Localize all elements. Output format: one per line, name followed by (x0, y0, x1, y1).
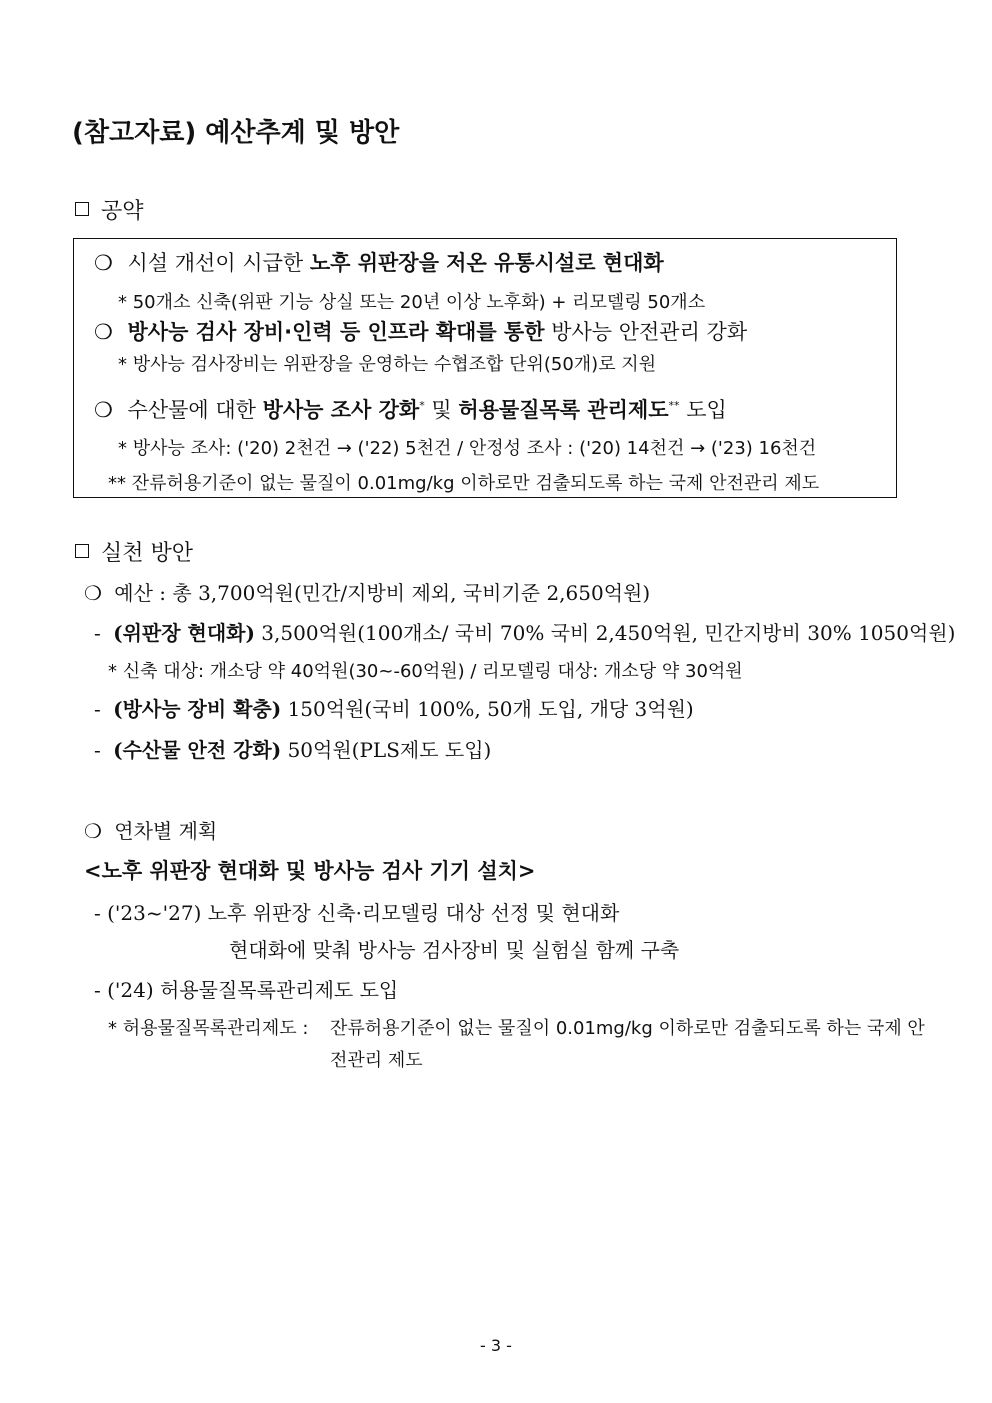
yearly-line-1: - ('23~'27) 노후 위판장 신축·리모델링 대상 선정 및 현대화 (94, 901, 620, 925)
pledge-item-1 (94, 247, 664, 277)
pledge-item-2-bold: 방사능 검사 장비·인력 등 인프라 확대를 통한 (127, 320, 545, 344)
build-note: * 신축 대상: 개소당 약 40억원(30~-60억원) / 리모델링 대상: 개소당 약 30억원 (108, 661, 743, 682)
budget-item-2-text: 150억원(국비 100%, 50개 도입, 개당 3억원) (281, 697, 694, 721)
budget-item-1 (94, 617, 955, 646)
budget-item-3-label: (수산물 안전 강화) (113, 738, 282, 762)
page-title: (참고자료) 예산추계 및 방안 (72, 118, 400, 148)
pledge-item-2-post: 방사능 안전관리 강화 (544, 320, 748, 344)
circle-bullet-icon: ❍ (94, 320, 113, 344)
pledge-item-3-pre: 수산물에 대한 (127, 398, 263, 422)
pledge-item-3-sup2: ** (668, 399, 680, 412)
pledge-heading (75, 194, 144, 225)
square-bullet-icon (75, 544, 89, 558)
dash-bullet: - (94, 738, 101, 762)
budget-item-3-text: 50억원(PLS제도 도입) (281, 738, 492, 762)
pledge-item-2-note: * 방사능 검사장비는 위판장을 운영하는 수협조합 단위(50개)로 지원 (118, 354, 657, 375)
budget-item-1-text: 3,500억원(100개소/ 국비 70% 국비 2,450억원, 민간지방비 30% 1050억원) (254, 621, 956, 645)
pledge-item-2 (94, 316, 747, 346)
pledge-item-3-sup1: * (419, 399, 425, 412)
pledge-item-3-mid: 및 (424, 398, 459, 422)
budget-item-2 (94, 693, 694, 722)
budget-item-1-label: (위판장 현대화) (113, 621, 255, 645)
pledge-item-3-note-2: ** 잔류허용기준이 없는 물질이 0.01mg/kg 이하로만 검출되도록 하는 국제 안전관리 제도 (108, 473, 820, 494)
yearly-note-text-2: 전관리 제도 (330, 1050, 423, 1071)
yearly-note-label: * 허용물질목록관리제도 : (108, 1018, 309, 1039)
budget-item-3 (94, 734, 491, 763)
yearly-line-2: - ('24) 허용물질목록관리제도 도입 (94, 978, 399, 1002)
yearly-line-1b: 현대화에 맞춰 방사능 검사장비 및 실험실 함께 구축 (229, 938, 680, 962)
yearly-note-text-1: 잔류허용기준이 없는 물질이 0.01mg/kg 이하로만 검출되도록 하는 국제 안 (330, 1018, 925, 1039)
page-number: - 3 - (480, 1336, 512, 1355)
square-bullet-icon (75, 202, 89, 216)
pledge-item-1-note: * 50개소 신축(위판 기능 상실 또는 20년 이상 노후화) + 리모델링 50개소 (118, 292, 706, 313)
dash-bullet: - (94, 621, 101, 645)
pledge-item-3-note-1: * 방사능 조사: ('20) 2천건 → ('22) 5천건 / 안정성 조사 : ('20) 14천건 → ('23) 16천건 (118, 438, 817, 459)
practice-heading-text: 실천 방안 (101, 541, 194, 566)
pledge-item-3 (94, 394, 727, 424)
budget-item-2-label: (방사능 장비 확충) (113, 697, 282, 721)
pledge-heading-text: 공약 (101, 199, 144, 224)
pledge-item-1-pre: 시설 개선이 시급한 (127, 251, 310, 275)
yearly-plan-line (84, 815, 217, 844)
budget-text: 예산 : 총 3,700억원(민간/지방비 제외, 국비기준 2,650억원) (114, 581, 651, 605)
circle-bullet-icon: ❍ (94, 251, 113, 275)
pledge-item-3-bold1: 방사능 조사 강화 (262, 398, 420, 422)
yearly-subheading: <노후 위판장 현대화 및 방사능 검사 기기 설치> (84, 858, 536, 883)
circle-bullet-icon: ❍ (84, 819, 102, 843)
yearly-plan-heading: 연차별 계획 (114, 819, 218, 843)
pledge-item-1-bold: 노후 위판장을 저온 유통시설로 현대화 (309, 251, 664, 275)
pledge-item-3-bold2: 허용물질목록 관리제도 (458, 398, 669, 422)
circle-bullet-icon: ❍ (84, 581, 102, 605)
dash-bullet: - (94, 697, 101, 721)
budget-line (84, 577, 650, 606)
circle-bullet-icon: ❍ (94, 398, 113, 422)
practice-heading (75, 536, 193, 567)
pledge-item-3-post: 도입 (679, 398, 727, 422)
